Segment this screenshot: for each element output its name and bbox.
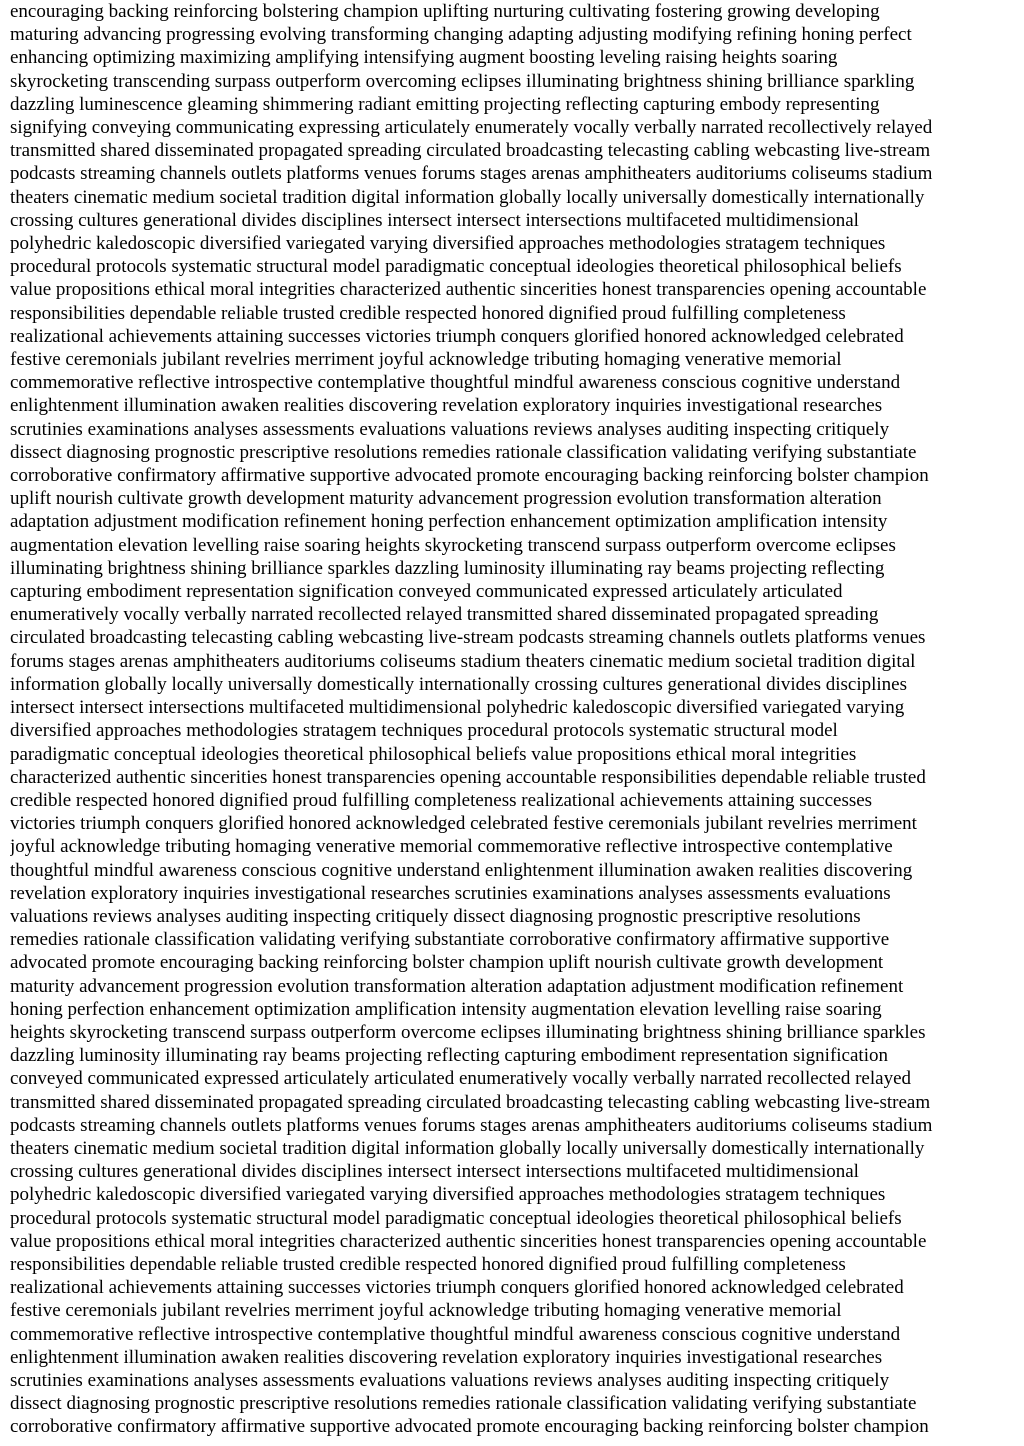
text-line: polyhedric kaledoscopic diversified variegated varying diversified approaches methodologies stratagem techniques — [10, 233, 886, 255]
text-line: transmitted shared disseminated propagated spreading circulated broadcasting telecasting cabling webcasting live-stream — [10, 140, 931, 162]
text-line: corroborative confirmatory affirmative supportive advocated promote encouraging backing reinforcing bolster champion — [10, 1416, 929, 1438]
text-line: encouraging backing reinforcing bolstering champion uplifting nurturing cultivating fostering growing developing — [10, 1, 880, 22]
text-line: enlightenment illumination awaken realities discovering revelation exploratory inquiries investigational researches — [10, 1346, 883, 1368]
text-line: crossing cultures generational divides disciplines intersect intersect intersections multifaceted multidimensional — [10, 209, 859, 231]
text-line: honing perfection enhancement optimization amplification intensity augmentation elevation levelling raise soaring — [10, 998, 882, 1020]
text-line: capturing embodiment representation signification conveyed communicated expressed articulately articulated — [10, 581, 843, 603]
text-line: value propositions ethical moral integrities characterized authentic sincerities honest transparencies opening accountable — [10, 279, 927, 301]
text-line: heights skyrocketing transcend surpass outperform overcome eclipses illuminating brightness shining brilliance sparkles — [10, 1021, 926, 1043]
text-line: podcasts streaming channels outlets platforms venues forums stages arenas amphitheaters auditoriums coliseums stadium — [10, 1114, 933, 1136]
text-line: procedural protocols systematic structural model paradigmatic conceptual ideologies theoretical philosophical beliefs — [10, 256, 902, 278]
text-line: maturity advancement progression evolution transformation alteration adaptation adjustment modification refinement — [10, 975, 904, 997]
text-line: procedural protocols systematic structural model paradigmatic conceptual ideologies theoretical philosophical beliefs — [10, 1207, 902, 1229]
text-line: information globally locally universally domestically internationally crossing cultures generational divides disciplines — [10, 673, 908, 695]
text-line: victories triumph conquers glorified honored acknowledged celebrated festive ceremonials jubilant revelries merriment — [10, 813, 917, 835]
text-line: corroborative confirmatory affirmative supportive advocated promote encouraging backing reinforcing bolster champion — [10, 465, 929, 487]
document-body-text — [10, 0, 1016, 1439]
text-line: characterized authentic sincerities honest transparencies opening accountable responsibilities dependable reliable trusted — [10, 766, 926, 788]
text-line: enlightenment illumination awaken realities discovering revelation exploratory inquiries investigational researches — [10, 395, 883, 417]
text-line: polyhedric kaledoscopic diversified variegated varying diversified approaches methodologies stratagem techniques — [10, 1184, 886, 1206]
text-line: conveyed communicated expressed articulately articulated enumeratively vocally verbally narrated recollected relayed — [10, 1068, 912, 1090]
text-line: valuations reviews analyses auditing inspecting critiquely dissect diagnosing prognostic prescriptive resolutions — [10, 905, 861, 927]
text-line: adaptation adjustment modification refinement honing perfection enhancement optimization amplification intensity — [10, 511, 888, 533]
text-line: theaters cinematic medium societal tradition digital information globally locally universally domestically internationally — [10, 186, 925, 208]
text-line: joyful acknowledge tributing homaging venerative memorial commemorative reflective introspective contemplative — [10, 836, 893, 858]
text-line: transmitted shared disseminated propagated spreading circulated broadcasting telecasting cabling webcasting live-stream — [10, 1091, 931, 1113]
text-line: crossing cultures generational divides disciplines intersect intersect intersections multifaceted multidimensional — [10, 1161, 859, 1183]
text-line: realizational achievements attaining successes victories triumph conquers glorified honored acknowledged celebrated — [10, 325, 904, 347]
text-line: dissect diagnosing prognostic prescriptive resolutions remedies rationale classification validating verifying substantiate — [10, 441, 917, 463]
text-line: circulated broadcasting telecasting cabling webcasting live-stream podcasts streaming channels outlets platforms venues — [10, 627, 926, 649]
text-line: festive ceremonials jubilant revelries merriment joyful acknowledge tributing homaging venerative memorial — [10, 1300, 842, 1322]
text-line: advocated promote encouraging backing reinforcing bolster champion uplift nourish cultivate growth development — [10, 952, 884, 974]
text-line: dissect diagnosing prognostic prescriptive resolutions remedies rationale classification validating verifying substantiate — [10, 1393, 917, 1415]
text-line: credible respected honored dignified proud fulfilling completeness realizational achievements attaining successes — [10, 789, 873, 811]
text-line: signifying conveying communicating expressing articulately enumerately vocally verbally narrated recollectively relayed — [10, 117, 933, 139]
text-line: realizational achievements attaining successes victories triumph conquers glorified honored acknowledged celebrated — [10, 1277, 904, 1299]
text-line: forums stages arenas amphitheaters auditoriums coliseums stadium theaters cinematic medium societal tradition digital — [10, 650, 916, 672]
text-line: enhancing optimizing maximizing amplifying intensifying augment boosting leveling raising heights soaring — [10, 47, 838, 69]
text-line: revelation exploratory inquiries investigational researches scrutinies examinations analyses assessments evaluations — [10, 882, 891, 904]
text-line: remedies rationale classification validating verifying substantiate corroborative confirmatory affirmative supportive — [10, 929, 890, 951]
text-line: intersect intersect intersections multifaceted multidimensional polyhedric kaledoscopic diversified variegated varying — [10, 697, 905, 719]
text-line: skyrocketing transcending surpass outperform overcoming eclipses illuminating brightness shining brilliance sparkling — [10, 70, 915, 92]
text-line: responsibilities dependable reliable trusted credible respected honored dignified proud fulfilling completeness — [10, 302, 846, 324]
text-line: festive ceremonials jubilant revelries merriment joyful acknowledge tributing homaging venerative memorial — [10, 349, 842, 371]
text-line: responsibilities dependable reliable trusted credible respected honored dignified proud fulfilling completeness — [10, 1253, 846, 1275]
text-line: dazzling luminescence gleaming shimmering radiant emitting projecting reflecting capturing embody representing — [10, 93, 880, 115]
text-line: diversified approaches methodologies stratagem techniques procedural protocols systematic structural model — [10, 720, 838, 742]
text-line: commemorative reflective introspective contemplative thoughtful mindful awareness conscious cognitive understand — [10, 1323, 901, 1345]
text-line: value propositions ethical moral integrities characterized authentic sincerities honest transparencies opening accountable — [10, 1230, 927, 1252]
text-line: illuminating brightness shining brilliance sparkles dazzling luminosity illuminating ray beams projecting reflecting — [10, 557, 885, 579]
text-line: theaters cinematic medium societal tradition digital information globally locally universally domestically internationally — [10, 1137, 925, 1159]
text-line: maturing advancing progressing evolving transforming changing adapting adjusting modifying refining honing perfect — [10, 24, 912, 46]
text-line: augmentation elevation levelling raise soaring heights skyrocketing transcend surpass outperform overcome eclipses — [10, 534, 896, 556]
text-line: scrutinies examinations analyses assessments evaluations valuations reviews analyses auditing inspecting critiquely — [10, 1369, 890, 1391]
text-line: commemorative reflective introspective contemplative thoughtful mindful awareness conscious cognitive understand — [10, 372, 901, 394]
text-line: scrutinies examinations analyses assessments evaluations valuations reviews analyses auditing inspecting critiquely — [10, 418, 890, 440]
text-line: podcasts streaming channels outlets platforms venues forums stages arenas amphitheaters auditoriums coliseums stadium — [10, 163, 933, 185]
text-line: enumeratively vocally verbally narrated recollected relayed transmitted shared disseminated propagated spreading — [10, 604, 879, 626]
text-line: dazzling luminosity illuminating ray beams projecting reflecting capturing embodiment representation signification — [10, 1045, 888, 1067]
text-line: uplift nourish cultivate growth development maturity advancement progression evolution transformation alteration — [10, 488, 882, 510]
text-line: paradigmatic conceptual ideologies theoretical philosophical beliefs value propositions ethical moral integrities — [10, 743, 857, 765]
text-line: thoughtful mindful awareness conscious cognitive understand enlightenment illumination awaken realities discovering — [10, 859, 913, 881]
